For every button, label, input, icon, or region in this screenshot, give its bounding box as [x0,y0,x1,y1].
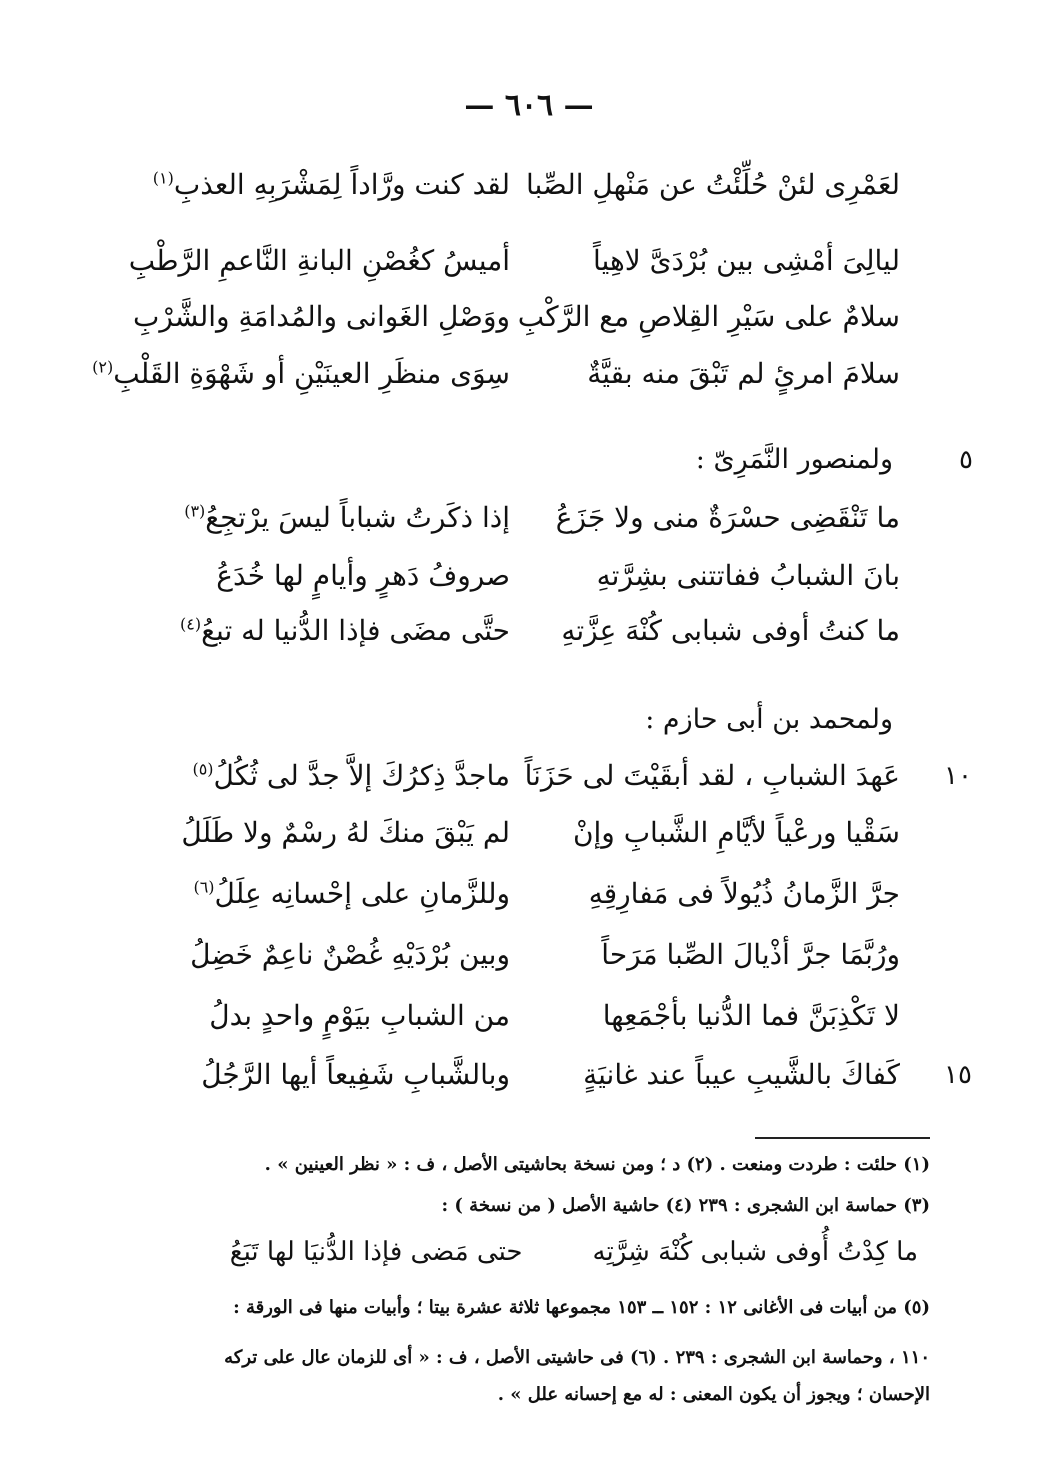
second-hemistich: سِوَى منظَرِ العينَيْنِ أو شَهْوَةِ القَلْبِ$^{(٢)}$ [92,357,510,390]
first-hemistich: بانَ الشبابُ ففاتتنى بشِرَّتهِ [596,559,900,592]
first-hemistich: ما كِدْتُ أُوفى شبابى كُنْهَ شِرَّتِه [592,1237,918,1267]
first-hemistich: جرَّ الزَّمانُ ذُيُولاً فى مَفارِقِهِ [588,877,900,910]
verse-row [132,289,930,345]
footnote-line: ١١٠ ، وحماسة ابن الشجرى : ٢٣٩ . (٦) فى حاشيتى الأصل ، ف : « أى للزمان عال على تركه [224,1347,930,1368]
footnote-ref: (٦) [193,877,215,897]
footnote-line: الإحسان ؛ ويجوز أن يكون المعنى : له مع إحسانه علل » . [497,1384,930,1405]
second-hemistich: وللزَّمانِ على إحْسانِه عِلَلُ$^{(٦)}$ [193,877,510,910]
second-hemistich: حتى مَضى فإذا الدُّنيَا لها تَبَعُ [229,1237,523,1267]
verse-row [128,233,930,289]
first-hemistich: ليالِىَ أمْشِى بين بُرْدَىَّ لاهِياً [593,244,900,277]
first-hemistich: ما تَنْقَضِى حسْرَةٌ منى ولا جَزَعُ [555,501,900,534]
first-hemistich: لا تَكْذِبَنَّ فما الدُّنيا بأجْمَعِها [602,999,900,1032]
second-hemistich: من الشبابِ بيَوْمٍ واحدٍ بدلُ [209,999,510,1032]
verse-row [140,988,930,1044]
first-hemistich: سلامٌ على سَيْرِ القِلاصِ مع الرَّكْبِ [517,300,900,333]
poet-attribution: ولمنصور النَّمَرِىّ : [695,444,893,475]
verse-row [140,1047,972,1103]
first-hemistich: ما كنتُ أوفى شبابى كُنْهَ عِزَّتهِ [561,614,900,647]
verse-row [140,157,930,213]
verse-row [140,927,930,983]
first-hemistich: لعَمْرِى لئنْ حُلِّئْتُ عن مَنْهلِ الصِّبا [525,168,900,201]
second-hemistich: وبالشَّبابِ شَفِيعاً أيها الرَّجُلُ [201,1058,510,1091]
second-hemistich: لقد كنت ورَّاداً لِمَشْرَبِهِ العذبِ$^{(١)}$ [152,168,510,201]
footnote-line: (٥) من أبيات فى الأغانى ١٢ : ١٥٢ ــ ١٥٣ مجموعها ثلاثة عشرة بيتا ؛ وأبيات منها فى الورقة : [233,1297,930,1318]
footnote-divider [755,1137,930,1139]
verse-row [140,603,930,659]
footnote-ref: (٤) [180,614,202,634]
second-hemistich: ووَصْلِ الغَوانى والمُدامَةِ والشَّرْبِ [132,300,510,333]
footnote-verse [230,1230,918,1274]
second-hemistich: حتَّى مضَى فإذا الدُّنيا له تبعُ$^{(٤)}$ [180,614,510,647]
first-hemistich: سلامَ امرئٍ لم تَبْقَ منه بقيَّةٌ [587,357,900,390]
footnote-ref: (١) [152,168,174,188]
second-hemistich: ماجدَّ ذِكرُكَ إلاَّ جدَّ لى ثُكُلُ$^{(٥)}$ [192,759,510,792]
verse-row [140,490,930,546]
verse-row [140,805,930,861]
first-hemistich: ورُبَّمَا جرَّ أذْيالَ الصِّبا مَرَحاً [601,938,900,971]
first-hemistich: كَفاكَ بالشَّيبِ عيباً عند غانيَةٍ [583,1058,900,1091]
second-hemistich: لم يَبْقَ منكَ لهُ رسْمٌ ولا طَلَلُ [181,816,510,849]
line-number: ١٥ [944,1060,972,1090]
first-hemistich: سَقْيا ورعْياً لأيَّامِ الشَّبابِ وإنْ [572,816,900,849]
verse-row [140,866,930,922]
verse-row [140,748,972,804]
footnote-line: (٣) حماسة ابن الشجرى : ٢٣٩ (٤) حاشية الأصل ( من نسخة ) : [441,1195,930,1216]
second-hemistich: أميسُ كغُصْنِ البانةِ النَّاعمِ الرَّطْبِ [128,244,510,277]
first-hemistich: عَهدَ الشبابِ ، لقد أبقَيْتَ لى حَزَنَاً [524,759,900,792]
line-number: ١٠ [944,761,972,791]
verse-row [92,346,930,402]
page-number: — ٦٠٦ — [464,88,594,123]
second-hemistich: وبين بُرْدَيْهِ غُصْنٌ ناعِمٌ خَضِلُ [190,938,510,971]
footnote-ref: (٢) [92,357,114,377]
second-hemistich: إذا ذكَرتُ شباباً ليسَ يرْتجِعُ$^{(٣)}$ [184,501,510,534]
verse-row [140,548,930,604]
footnote-ref: (٣) [184,501,206,521]
footnote-line: (١) حلئت : طردت ومنعت . (٢) د ؛ ومن نسخة بحاشيتى الأصل ، ف : « نظر العينين » . [264,1154,930,1175]
line-number: ٥ [959,445,973,475]
poet-attribution: ولمحمد بن أبى حازم : [645,704,893,735]
second-hemistich: صروفُ دَهرٍ وأيامٍ لها خُدَعُ [216,559,510,592]
footnote-ref: (٥) [192,759,214,779]
